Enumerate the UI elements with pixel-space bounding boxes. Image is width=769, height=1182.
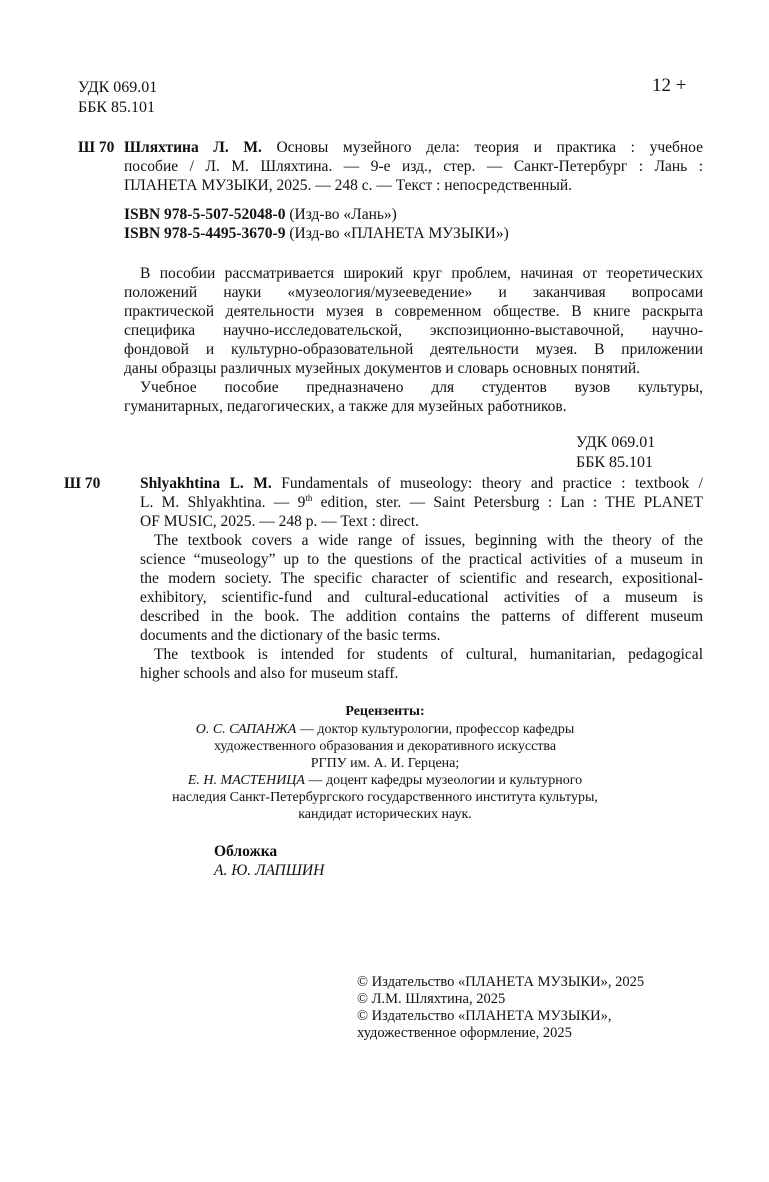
- ru-abstract-p1-line: даны образцы различных музейных документов и словарь основных понятий.: [124, 360, 641, 377]
- reviewer-2-title: — доцент кафедры музеологии и культурного: [304, 773, 583, 788]
- en-udk-code: УДК 069.01: [576, 434, 656, 451]
- reviewer-2-name: Е. Н. МАСТЕНИЦА: [187, 773, 305, 788]
- en-record-ordinal: th: [305, 492, 313, 503]
- ru-record-title: Основы музейного дела: теория и практика : учебное: [261, 139, 703, 156]
- en-record-title: Fundamentals of museology: theory and practice : textbook /: [271, 475, 703, 492]
- en-bbk-code: ББК 85.101: [576, 454, 654, 471]
- bbk-code: ББК 85.101: [78, 99, 156, 116]
- ru-abstract-p1-line: специфика научно-исследовательской, экспозиционно-выставочной, научно-: [124, 322, 703, 339]
- age-rating: 12 +: [652, 75, 687, 96]
- ru-abstract-p2-line: Учебное пособие предназначено для студентов вузов культуры,: [140, 379, 703, 396]
- ru-abstract-p1-line: фондовой и культурно-образовательной деятельности музея. В приложении: [124, 341, 703, 358]
- ru-abstract-p2-line: гуманитарных, педагогических, а также для музейных работников.: [124, 398, 567, 415]
- reviewer-1-name: О. С. САПАНЖА: [195, 722, 297, 737]
- en-abstract-p2-line: higher schools and also for museum staff.: [140, 665, 399, 682]
- ru-record-author: Шляхтина Л. М.: [124, 139, 262, 156]
- en-record-author: Shlyakhtina L. M.: [140, 475, 272, 492]
- en-abstract-p1-line: science “museology” up to the questions of the practical activities of a museum in: [140, 551, 703, 568]
- ru-record-line-1: [124, 138, 703, 157]
- reviewer-2-line-2: наследия Санкт-Петербургского государственного института культуры,: [172, 790, 598, 805]
- copyright-line: © Издательство «ПЛАНЕТА МУЗЫКИ», 2025: [357, 974, 645, 990]
- en-abstract-p2-line: The textbook is intended for students of cultural, humanitarian, pedagogical: [154, 646, 703, 663]
- en-abstract-p1-line: The textbook covers a wide range of issues, beginning with the theory of the: [154, 532, 703, 549]
- en-abstract-p1-line: described in the book. The addition contains the patterns of different museum: [140, 608, 703, 625]
- en-record-line-2-b: edition, ster. — Saint Petersburg : Lan : THE PLANET: [312, 494, 703, 511]
- cover-artist: А. Ю. ЛАПШИН: [214, 862, 325, 879]
- isbn-planeta: [124, 224, 509, 243]
- ru-abstract-p1-line: положений науки «музеология/музееведение» и заканчивая вопросами: [124, 284, 703, 301]
- en-abstract-p1-line: exhibitory, scientific-fund and cultural-educational activities of a museum is: [140, 589, 703, 606]
- copyright-line: художественное оформление, 2025: [357, 1025, 572, 1041]
- reviewer-2-line-1: [120, 772, 650, 789]
- en-record-line-3: OF MUSIC, 2025. — 248 p. — Text : direct.: [140, 513, 419, 530]
- ru-record-code: Ш 70: [78, 139, 115, 156]
- ru-abstract-p1-line: В пособии рассматривается широкий круг проблем, начиная от теоретических: [140, 265, 703, 282]
- udk-code: УДК 069.01: [78, 79, 158, 96]
- en-record-line-2-a: L. M. Shlyakhtina. — 9: [140, 494, 306, 511]
- isbn-lan: [124, 205, 397, 224]
- isbn-planeta-number: ISBN 978-5-4495-3670-9: [124, 225, 286, 242]
- en-record-line-1: [140, 474, 703, 493]
- reviewer-1-line-2: художественного образования и декоративного искусства: [213, 739, 557, 754]
- isbn-lan-publisher: (Изд-во «Лань»): [285, 206, 397, 223]
- en-record-code: Ш 70: [64, 475, 101, 492]
- en-record-line-2: [140, 493, 703, 512]
- ru-abstract-p1-line: практической деятельности музея в современном обществе. В книге раскрыта: [124, 303, 703, 320]
- en-abstract-p1-line: documents and the dictionary of the basic terms.: [140, 627, 441, 644]
- ru-record-line-2: пособие / Л. М. Шляхтина. — 9-е изд., стер. — Санкт-Петербург : Лань :: [124, 158, 703, 175]
- copyright-line: © Издательство «ПЛАНЕТА МУЗЫКИ»,: [357, 1008, 612, 1024]
- copyright-line: © Л.М. Шляхтина, 2025: [357, 991, 506, 1007]
- reviewer-1-line-3: РГПУ им. А. И. Герцена;: [310, 756, 460, 771]
- reviewers-heading: Рецензенты:: [345, 704, 425, 719]
- reviewer-1-line-1: [120, 721, 650, 738]
- en-abstract-p1-line: the modern society. The specific character of scientific and research, expositional-: [140, 570, 703, 587]
- reviewer-1-title: — доктор культурологии, профессор кафедры: [296, 722, 575, 737]
- ru-record-line-3: ПЛАНЕТА МУЗЫКИ, 2025. — 248 с. — Текст : непосредственный.: [124, 177, 573, 194]
- cover-heading: Обложка: [214, 843, 278, 860]
- isbn-lan-number: ISBN 978-5-507-52048-0: [124, 206, 286, 223]
- reviewer-2-line-3: кандидат исторических наук.: [298, 807, 472, 822]
- isbn-planeta-publisher: (Изд-во «ПЛАНЕТА МУЗЫКИ»): [285, 225, 509, 242]
